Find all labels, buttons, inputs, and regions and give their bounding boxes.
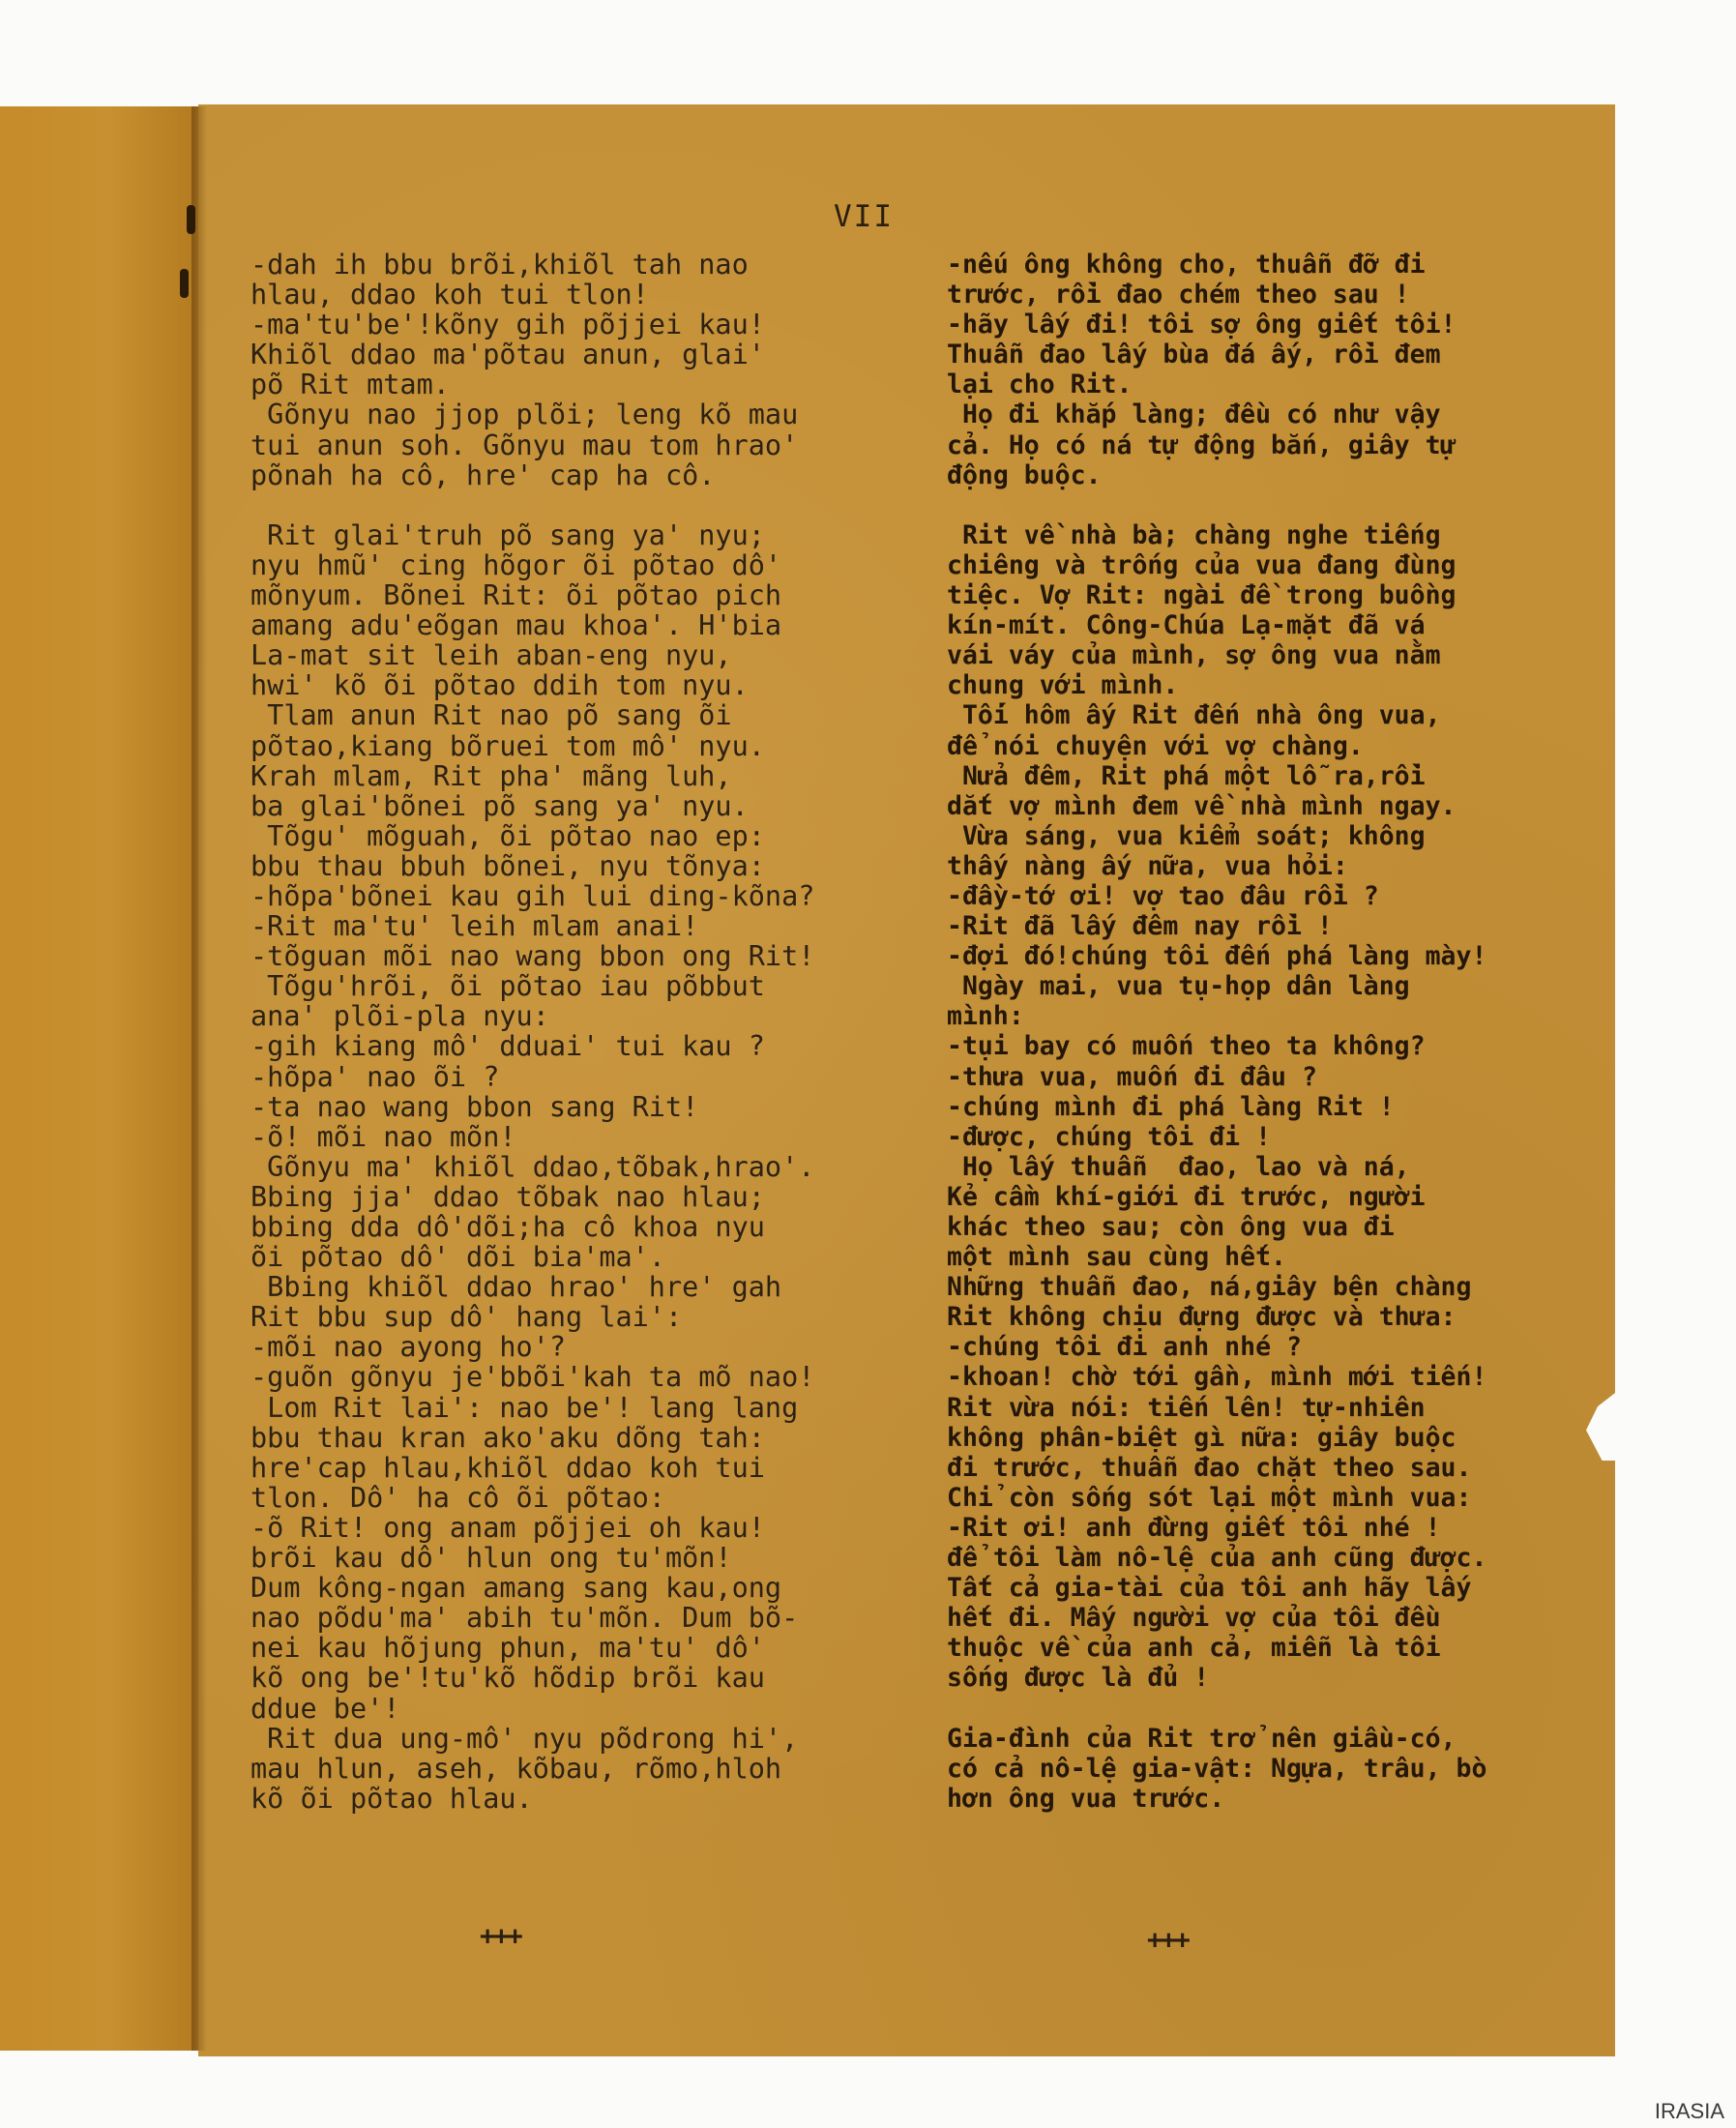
end-mark-right: +++ bbox=[1147, 1925, 1189, 1955]
binding-hole-top bbox=[187, 205, 195, 234]
right-column-text: -nếu ông không cho, thuẫn đỡ đi trước, rồi đao chém theo sau ! -hãy lấy đi! tôi sợ ông giết tôi! Thuẫn đao lấy bùa đá ấy, rồi đem lại cho Rit. Họ đi khắp làng; đều có như vậy cả. Họ có ná tự động bắn, giây tự động buộc. Rit về nhà bà; chàng nghe tiếng chiêng và trống của vua đang đùng tiệc. Vợ Rit: ngài đề trong buồng kín-mít. Công-Chúa Lạ-mặt đã vá vái váy của mình, sợ ông vua nằm chung với mình. Tối hôm ấy Rit đến nhà ông vua, để nói chuyện với vợ chàng. Nửa đêm, Rit phá một lỗ ra,rồi dắt vợ mình đem về nhà mình ngay. Vừa sáng, vua kiểm soát; không thấy nàng ấy nữa, vua hỏi: -đầy-tớ ơi! vợ tao đâu rồi ? -Rit đã lấy đêm nay rồi ! -đợi đó!chúng tôi đến phá làng mày! Ngày mai, vua tụ-họp dân làng mình: -tụi bay có muốn theo ta không? -thưa vua, muốn đi đâu ? -chúng mình đi phá làng Rit ! -được, chúng tôi đi ! Họ lấy thuẫn đao, lao và ná, Kẻ cầm khí-giới đi trước, người khác theo sau; còn ông vua đi một mình sau cùng hết. Những thuẫn đao, ná,giây bện chàng Rit không chịu đựng được và thưa: -chúng tôi đi anh nhé ? -khoan! chờ tới gần, mình mới tiến! Rit vừa nói: tiến lên! tự-nhiên không phân-biệt gì nữa: giây buộc đi trước, thuẫn đao chặt theo sau. Chỉ còn sống sót lại một mình vua: -Rit ơi! anh đừng giết tôi nhé ! để tôi làm nô-lệ của anh cũng được. Tất cả gia-tài của tôi anh hãy lấy hết đi. Mấy người vợ của tôi đều thuộc về của anh cả, miễn là tôi sống được là đủ ! Gia-đình của Rit trở nên giầu-có, có cả nô-lệ gia-vật: Ngựa, trâu, bò hơn ông vua trước. bbox=[947, 250, 1487, 1814]
end-mark-left: +++ bbox=[480, 1921, 521, 1951]
fold-shadow bbox=[191, 106, 207, 2051]
page-number: VII bbox=[834, 199, 894, 234]
folded-left-page bbox=[0, 106, 198, 2051]
watermark: IRASIA bbox=[1654, 2099, 1724, 2123]
binding-hole-bottom bbox=[180, 269, 189, 298]
left-column-text: -dah ih bbu brõi,khiõl tah nao hlau, ddao koh tui tlon! -ma'tu'be'!kõny gih põjjei kau! Khiõl ddao ma'põtau anun, glai' põ Rit mtam. Gõnyu nao jjop plõi; leng kõ mau tui anun soh. Gõnyu mau tom hrao' põnah ha cô, hre' cap ha cô. Rit glai'truh põ sang ya' nyu; nyu hmũ' cing hõgor õi põtao dô' mõnyum. Bõnei Rit: õi põtao pich amang adu'eõgan mau khoa'. H'bia La-mat sit leih aban-eng nyu, hwi' kõ õi põtao ddih tom nyu. Tlam anun Rit nao põ sang õi põtao,kiang bõruei tom mô' nyu. Krah mlam, Rit pha' mãng luh, ba glai'bõnei põ sang ya' nyu. Tõgu' mõguah, õi põtao nao ep: bbu thau bbuh bõnei, nyu tõnya: -hõpa'bõnei kau gih lui ding-kõna? -Rit ma'tu' leih mlam anai! -tõguan mõi nao wang bbon ong Rit! Tõgu'hrõi, õi põtao iau põbbut ana' plõi-pla nyu: -gih kiang mô' dduai' tui kau ? -hõpa' nao õi ? -ta nao wang bbon sang Rit! -õ! mõi nao mõn! Gõnyu ma' khiõl ddao,tõbak,hrao'. Bbing jja' ddao tõbak nao hlau; bbing dda dô'dõi;ha cô khoa nyu õi põtao dô' dõi bia'ma'. Bbing khiõl ddao hrao' hre' gah Rit bbu sup dô' hang lai': -mõi nao ayong ho'? -guõn gõnyu je'bbõi'kah ta mõ nao! Lom Rit lai': nao be'! lang lang bbu thau kran ako'aku dõng tah: hre'cap hlau,khiõl ddao koh tui tlon. Dô' ha cô õi põtao: -õ Rit! ong anam põjjei oh kau! brõi kau dô' hlun ong tu'mõn! Dum kông-ngan amang sang kau,ong nao põdu'ma' abih tu'mõn. Dum bõ- nei kau hõjung phun, ma'tu' dô' kõ ong be'!tu'kõ hõdip brõi kau ddue be'! Rit dua ung-mô' nyu põdrong hi', mau hlun, aseh, kõbau, rõmo,hloh kõ õi põtao hlau. bbox=[250, 249, 815, 1815]
